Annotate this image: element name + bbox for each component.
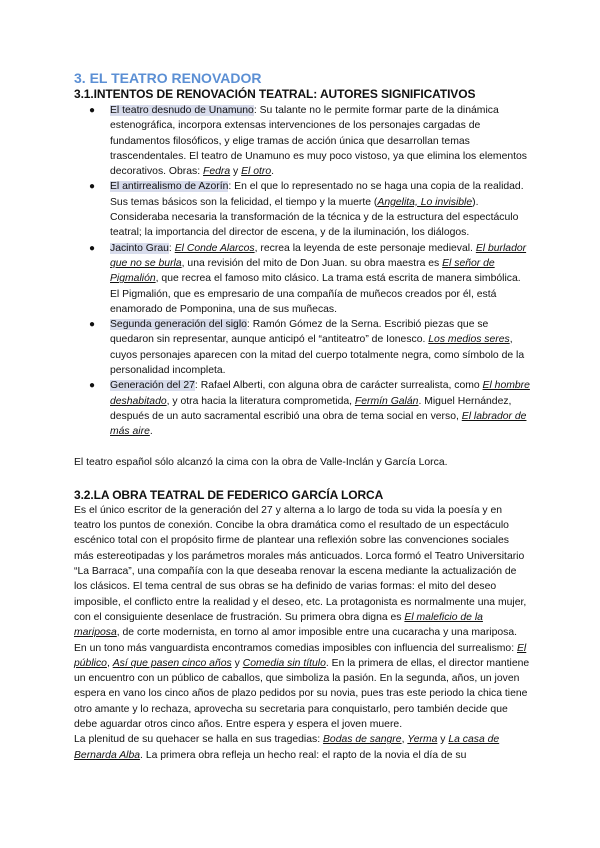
work-title: El otro [241,166,272,178]
bullet-icon: ● [89,380,96,392]
work-title: Angelita, Lo invisible [377,196,473,208]
work-title: Así que pasen cinco años [112,657,232,669]
subsection-title-renovation: 3.1.INTENTOS DE RENOVACIÓN TEATRAL: AUTORES SIGNIFICATIVOS [74,87,476,101]
paragraph-text: y [437,734,449,746]
paragraph-text: , de corte modernista, en torno al amor imposible entre una cucaracha y una mariposa. En un tono más vanguardista encontramos comedias imposibles con influencia del surrealismo: [74,627,518,654]
work-title: El hombre deshabitado [110,380,530,407]
list-item-grau [74,241,530,317]
item-text: : En el que lo representado no se haga una copia de la realidad. Sus temas básicos son la felicidad, el tiempo y la muerte ( [110,181,524,208]
work-title: El señor de Pigmalión [110,257,495,285]
subsection-title-lorca: 3.2.LA OBRA TEATRAL DE FEDERICO GARCÍA LORCA [74,487,384,502]
item-text: . Miguel Hernández, después de un auto sacramental escribió una obra de tema social en verso, [110,395,512,422]
list-item-unamuno [74,103,530,179]
work-title: Yerma [407,734,438,746]
bullet-icon: ● [89,181,96,193]
section-title: 3. EL TEATRO RENOVADOR [74,70,262,86]
paragraph-text: , [106,657,113,669]
bullet-icon: ● [89,242,96,254]
highlighted-heading: El teatro desnudo de Unamuno [110,105,254,116]
work-title: Bodas de sangre [322,734,402,746]
highlighted-heading: El antirrealismo de Azorín [110,181,229,193]
spacer [74,470,530,487]
spacer [74,440,530,455]
highlighted-heading: Generación del 27 [110,380,195,392]
list-item-segunda-generacion [74,317,530,378]
work-title: El público [74,642,527,669]
work-title: Comedia sin título [242,657,326,669]
work-title: El labrador de más aire [110,410,527,438]
work-title: El maleficio de la mariposa [74,611,483,639]
item-text: , que recrea el famoso mito clásico. La trama está escrita de manera simbólica. El Pigmalión, que es empresario de una compañía de muñecos creados por él, está enamorado de Pomponina, una de sus muñecas. [110,273,521,315]
paragraph-text: . La primera obra refleja un hecho real: el rapto de la novia el día de su [140,749,467,761]
item-text: , una revisión del mito de Don Juan. su obra maestra es [181,257,443,269]
item-text: : [168,242,175,254]
lorca-tragedies-paragraph [74,732,530,763]
work-title: Fermín Galán [354,395,419,407]
work-title: Los medios seres [428,334,510,346]
item-text: , cuyos personajes aparecen con la mitad del cuerpo totalmente negra, como símbolo de la personalidad incompleta. [110,334,525,377]
work-title: La casa de Bernarda Alba [74,734,500,761]
item-text: : Rafael Alberti, con alguna obra de carácter surrealista, como [194,380,483,392]
item-text: . [149,426,153,438]
item-text: : Ramón Gómez de la Serna. Escribió piezas que se quedaron sin representar, aunque anticipó el “antiteatro” de Ionesco. [110,319,489,346]
item-text: ). Consideraba necesaria la transformación de la técnica y de la estructura del espectáculo teatral; la importancia del director de escena, y de la iluminación, los diálogos. [110,196,519,239]
paragraph-text: La plenitud de su quehacer se halla en sus tragedias: [74,734,323,746]
paragraph-text: Es el único escritor de la generación del 27 y alterna a lo largo de toda su vida la poesía y en teatro los puntos de conexión. Concibe la obra dramática como el resultado de un espectáculo escénico total con el propósito firme de plantear una reflexión sobre las convenciones sociales más estereotipadas y los parámetros morales más anticuados. Lorca formó el Teatro Universitario “La Barraca”, una compañía con la que deseaba renovar la escena mediante la actualización de los clásicos. El tema central de sus obras se ha definido de varias formas: el mito del deseo imposible, el conflicto entre la realidad y el deseo, etc. La protagonista es normalmente una mujer, con el consiguiente desenlace de frustración. Su primera obra digna es [74,504,527,623]
work-title: Fedra [202,166,231,178]
lorca-paragraph [74,503,530,732]
item-text: . [271,166,275,178]
work-title: El Conde Alarcos [174,242,255,254]
closing-line: El teatro español sólo alcanzó la cima con la obra de Valle-Inclán y García Lorca. [74,456,448,468]
work-title: El burlador que no se burla [110,242,527,269]
item-text: , recrea la leyenda de este personaje medieval. [254,242,476,254]
authors-list [74,103,530,440]
highlighted-heading: Segunda generación del siglo [110,319,247,331]
bullet-icon: ● [89,105,96,116]
paragraph-text: , [401,734,408,746]
list-item-azorin [74,179,530,240]
bullet-icon: ● [89,319,96,331]
highlighted-heading: Jacinto Grau [110,242,169,254]
item-text: : Su talante no le permite formar parte de la dinámica estenográfica, incorpora extensas intervenciones de los personajes cargadas de fundamentos filosóficos, y elige tramas de acción única que desarrollan temas trascendentales. El teatro de Unamuno es muy poco vistoso, ya que elimina los elementos decorativos. Obras: [110,105,528,178]
list-item-generacion-27 [74,378,530,439]
paragraph-text: . En la primera de ellas, el director mantiene un encuentro con un público de caballos, que simboliza la pasión. En la segunda, años, un joven espera en vano los cinco años de plazo pedidos por su novia, pues tras este periodo la chica tiene otro amante y lo rechaza, aprovecha su secretaria para conquistarlo, pero también decide que debe aguardar otros cinco años. Entre espera y espera el joven muere. [74,657,530,730]
item-text: y [230,166,242,178]
paragraph-text: y [231,657,243,669]
item-text: , y otra hacia la literatura comprometida, [166,395,355,407]
